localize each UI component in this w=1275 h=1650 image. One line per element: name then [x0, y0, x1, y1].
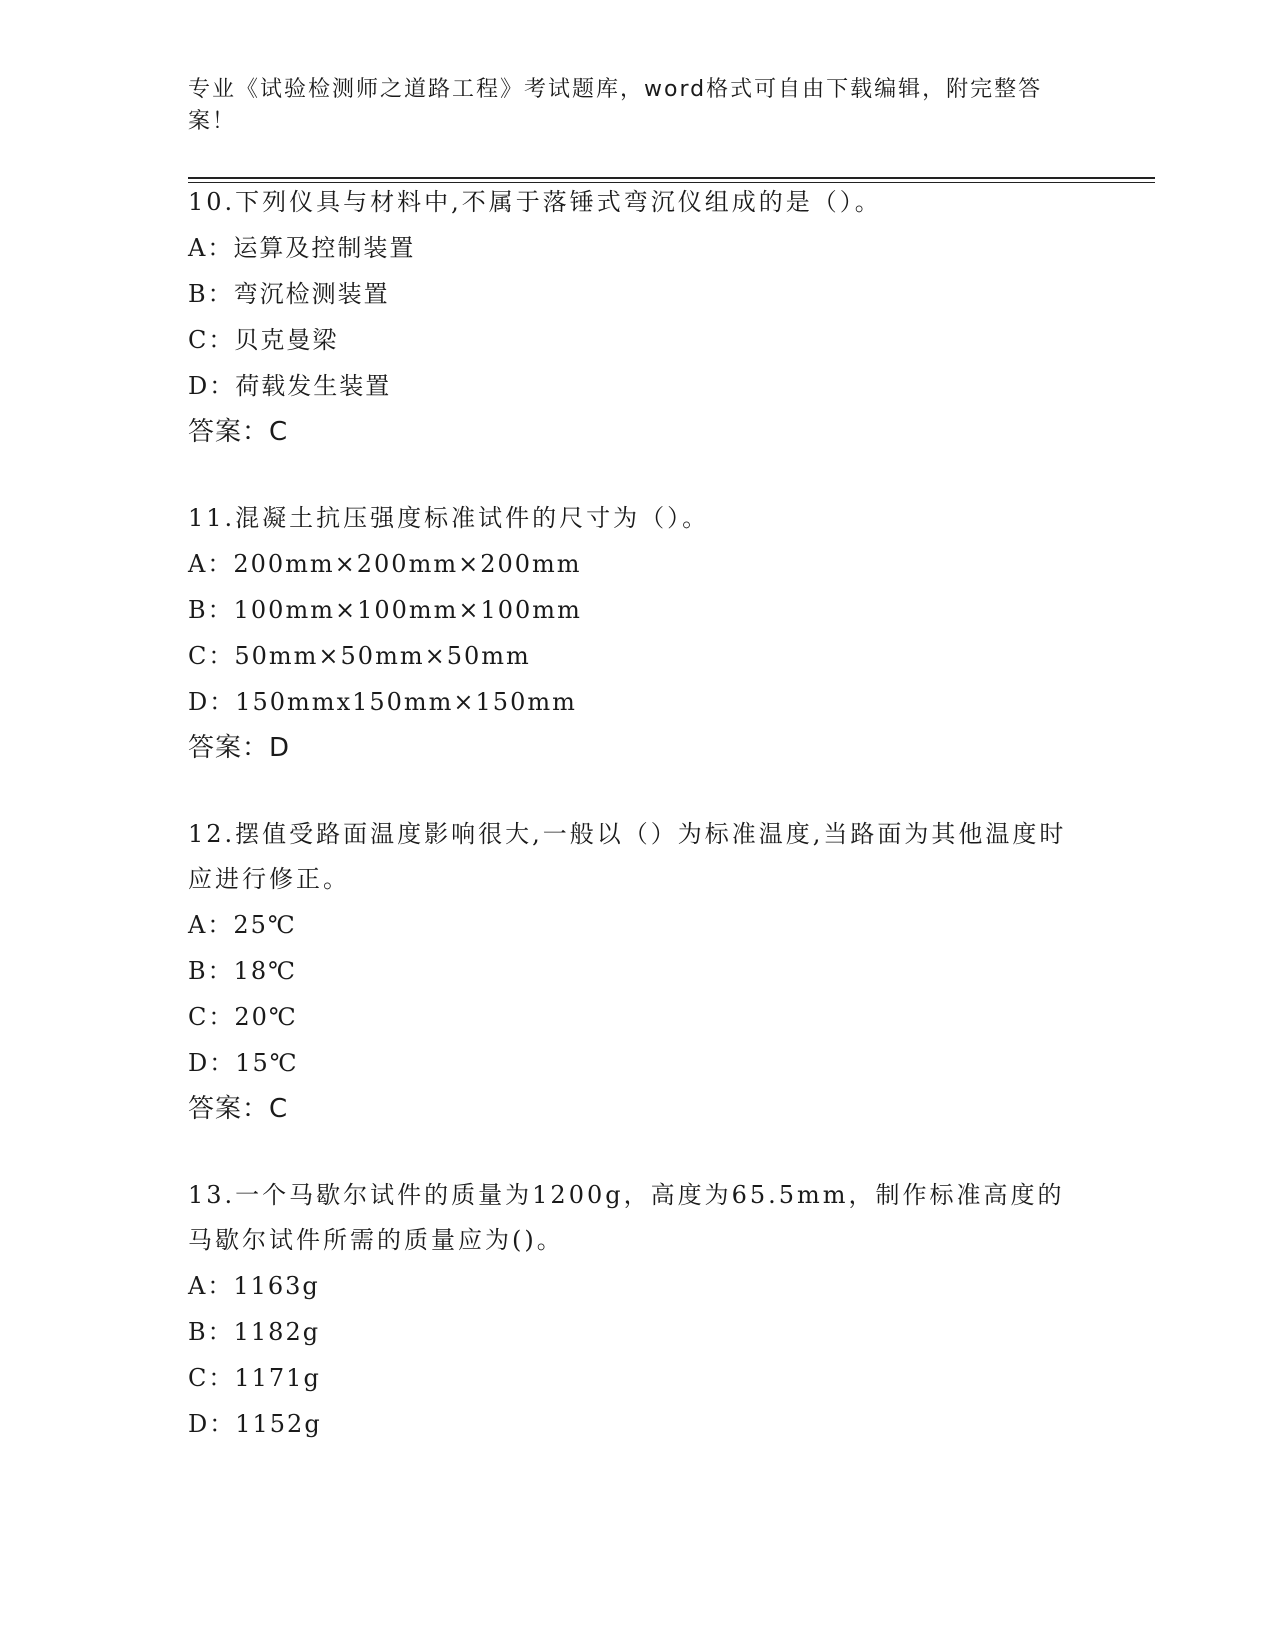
- option-d: D：荷载发生装置: [188, 372, 392, 400]
- option-c: C：50mm×50mm×50mm: [188, 642, 531, 670]
- option-a: A：25℃: [188, 911, 297, 939]
- option-a: A：200mm×200mm×200mm: [188, 550, 582, 578]
- option-c: C：贝克曼梁: [188, 326, 339, 354]
- question-13: [188, 1173, 1088, 1447]
- question-10: [188, 180, 1088, 455]
- option-c: C：1171g: [188, 1364, 321, 1392]
- answer-label: 答案：D: [188, 733, 291, 763]
- option-a: A：运算及控制装置: [188, 234, 416, 262]
- option-b: B：18℃: [188, 957, 298, 985]
- question-stem: 13.一个马歇尔试件的质量为1200g，高度为65.5mm，制作标准高度的马歇尔试件所需的质量应为()。: [188, 1181, 1065, 1254]
- option-d: D：150mmx150mm×150mm: [188, 688, 577, 716]
- option-b: B：1182g: [188, 1318, 321, 1346]
- option-b: B：弯沉检测装置: [188, 280, 390, 308]
- question-stem: 11.混凝土抗压强度标准试件的尺寸为（）。: [188, 504, 710, 532]
- question-11: [188, 496, 1088, 771]
- option-d: D：1152g: [188, 1410, 322, 1438]
- option-b: B：100mm×100mm×100mm: [188, 596, 582, 624]
- header-divider-thick: [188, 177, 1155, 179]
- answer-label: 答案：C: [188, 1094, 289, 1124]
- option-c: C：20℃: [188, 1003, 298, 1031]
- option-a: A：1163g: [188, 1272, 320, 1300]
- answer-label: 答案：C: [188, 417, 289, 447]
- document-header: 专业《试验检测师之道路工程》考试题库，word格式可自由下载编辑，附完整答案！: [188, 77, 1043, 134]
- question-12: [188, 812, 1088, 1132]
- option-d: D：15℃: [188, 1049, 299, 1077]
- question-stem: 12.摆值受路面温度影响很大,一般以（）为标准温度,当路面为其他温度时应进行修正。: [188, 820, 1067, 893]
- question-stem: 10.下列仪具与材料中,不属于落锤式弯沉仪组成的是（）。: [188, 188, 882, 216]
